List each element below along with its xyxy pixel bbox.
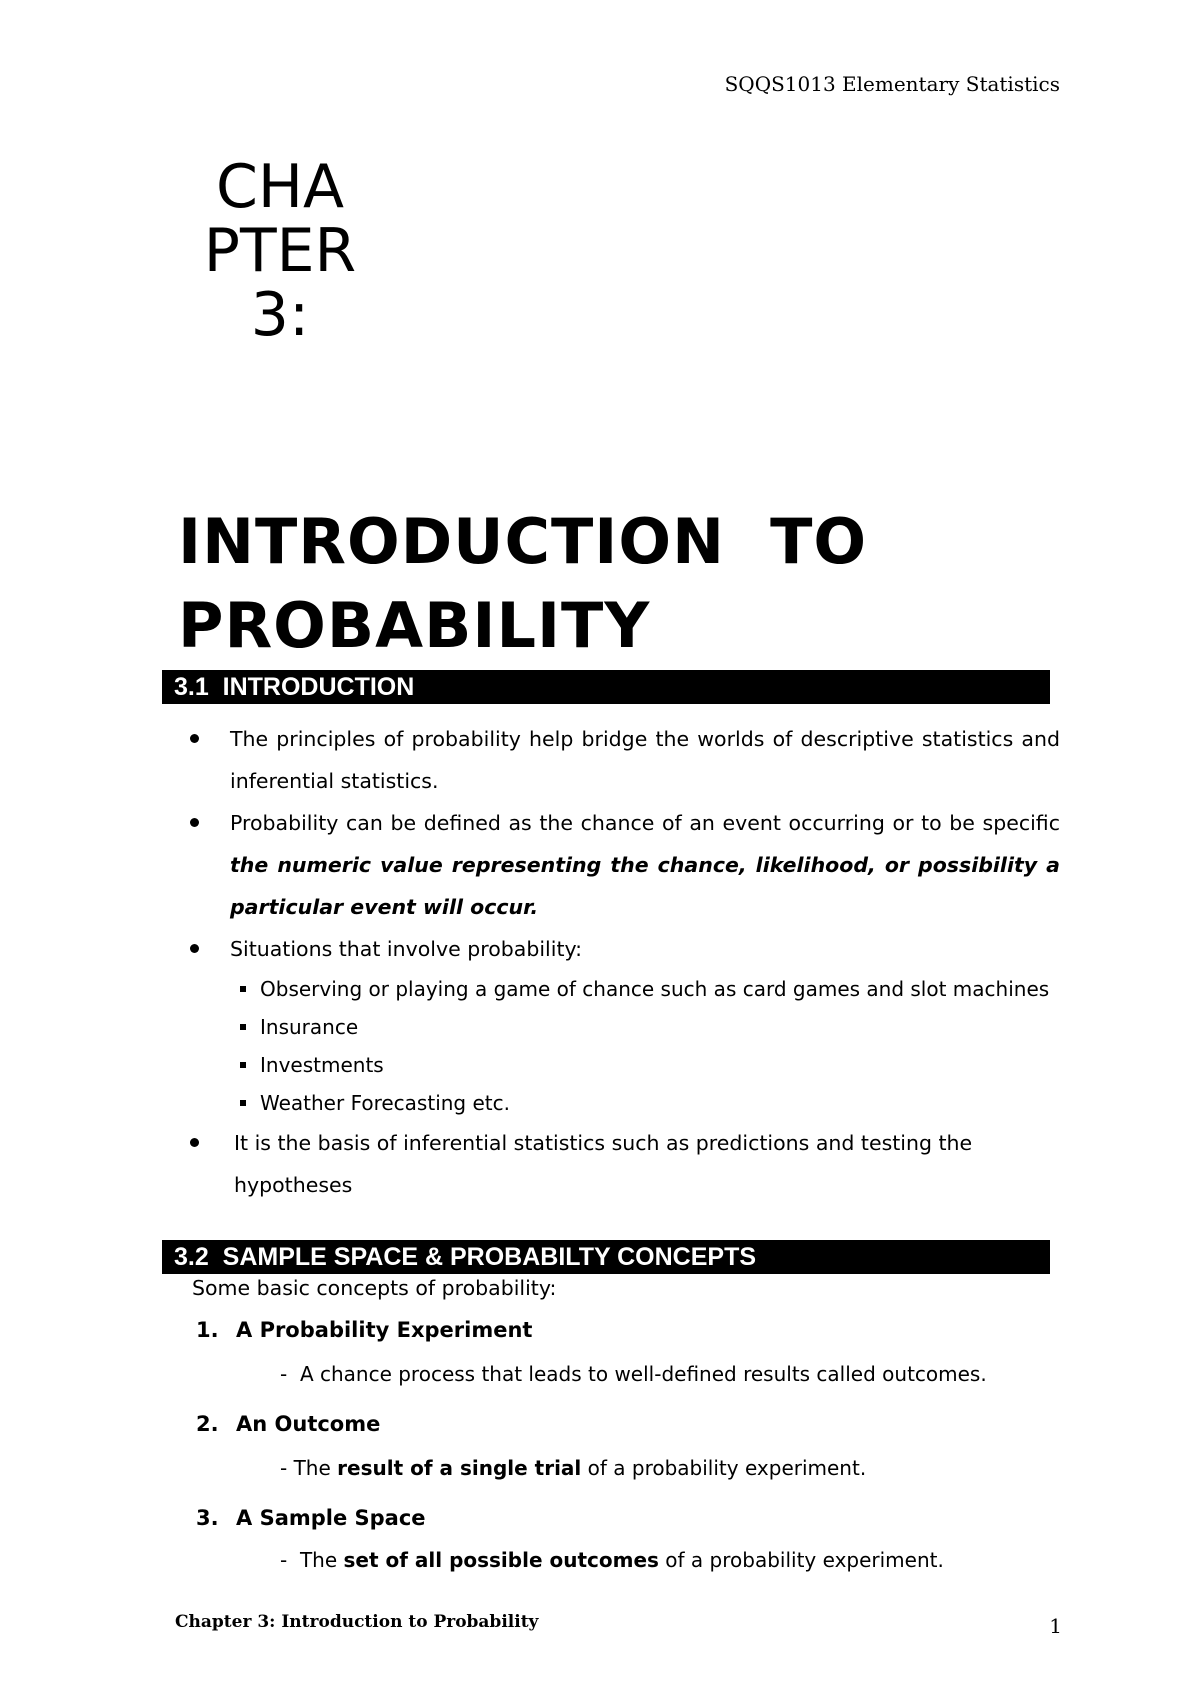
bullet-icon (190, 944, 199, 953)
bullet-icon (190, 1138, 199, 1147)
chapter-label-line: CHA (215, 152, 345, 222)
list-item (180, 718, 1060, 802)
list-item (180, 928, 1060, 1122)
square-bullet-icon (240, 1062, 246, 1068)
sub-list-item: Observing or playing a game of chance such as card games and slot machines (230, 970, 1060, 1008)
concepts-intro: Some basic concepts of probability: (192, 1276, 557, 1300)
definition-emphasis: the numeric value representing the chance, likelihood, or possibility a particular event will occur. (230, 853, 1060, 919)
chapter-label-line: 3: (250, 280, 310, 350)
concept-heading: 1. A Probability Experiment (196, 1318, 533, 1342)
chapter-title (178, 500, 867, 668)
running-footer: Chapter 3: Introduction to Probability (175, 1612, 539, 1632)
section-heading-introduction: 3.1 INTRODUCTION (162, 670, 1050, 704)
concept-heading: 2. An Outcome (196, 1412, 381, 1436)
bullet-text: The principles of probability help bridge the worlds of descriptive statistics and inferential statistics. (230, 727, 1060, 793)
sub-list-item: Weather Forecasting etc. (230, 1084, 1060, 1122)
page-number: 1 (1049, 1614, 1062, 1638)
concept-definition: - A chance process that leads to well-defined results called outcomes. (280, 1362, 987, 1386)
chapter-title-line: INTRODUCTION TO (178, 505, 868, 578)
list-item (180, 802, 1060, 928)
concept-heading: 3. A Sample Space (196, 1506, 426, 1530)
bullet-text: It is the basis of inferential statistics such as predictions and testing the hypotheses (234, 1131, 973, 1197)
square-bullet-icon (240, 1024, 246, 1030)
sub-list (230, 970, 1060, 1122)
bullet-text: Situations that involve probability: (230, 937, 583, 961)
intro-bullet-list (180, 718, 1060, 1206)
bullet-icon (190, 818, 199, 827)
sub-list-item: Insurance (230, 1008, 1060, 1046)
square-bullet-icon (240, 986, 246, 992)
bullet-text: Probability can be defined as the chance of an event occurring or to be specific (230, 811, 1060, 835)
concept-definition: - The result of a single trial of a probability experiment. (280, 1456, 867, 1480)
bullet-icon (190, 734, 199, 743)
concept-definition: - The set of all possible outcomes of a probability experiment. (280, 1548, 944, 1572)
chapter-label (150, 152, 410, 350)
square-bullet-icon (240, 1100, 246, 1106)
section-heading-sample-space: 3.2 SAMPLE SPACE & PROBABILTY CONCEPTS (162, 1240, 1050, 1274)
chapter-label-line: PTER (203, 216, 357, 286)
sub-list-item: Investments (230, 1046, 1060, 1084)
chapter-title-line: PROBABILITY (178, 589, 651, 662)
running-header: SQQS1013 Elementary Statistics (724, 72, 1060, 96)
list-item (180, 1122, 1060, 1206)
